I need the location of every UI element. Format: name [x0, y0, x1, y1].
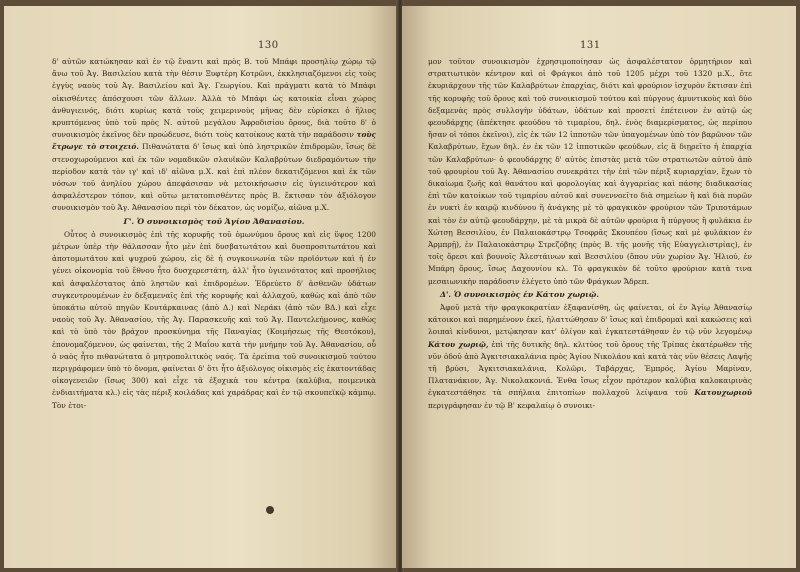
page-number-left: 130 [258, 40, 279, 51]
left-paragraph-1-start: δ' αὐτῶν κατώκησαν καὶ ἐν τῷ ἔναντι καὶ πρὸς Β. τοῦ Μπάφι προσηλίῳ χώρῳ τῷ ἄνω τοῦ Ἀγ. Βασιλείου κατὰ τὴν θέσιν Ξυφτέρη Κοτρῶνι, ἐκκλησιαζόμενοι εἰς τοὺς ἐγγὺς ναοὺς τοῦ Ἀγ. Βασιλείου καὶ Ἀγ. Γεωργίου. Καὶ πράγματι κατὰ τὸ Μπάφι οἰκισθέντες ἀπόσχουσι τῶν ἄλλων. Ἀλλὰ τὸ Μπάφι ὡς κατοικία εἶναι χώρος ἀνθυγιεινός, διότι κυρίως κατὰ τοὺς χειμερινοὺς μῆνας δὲν εὑρίσκει ὁ ἥλιος κρυπτόμενος ὑπὸ τοῦ πρὸς Ν. αὐτοῦ μεγάλου Ἀφροδισίου ὄρους, διὰ τοῦτο δ' ὁ συνοικισμὸς ἐκεῖνος δὲν προώδευσε, διότι τοὺς κατοίκους κατὰ τὴν παράδοσιν [52, 57, 376, 140]
left-page-text [52, 56, 376, 412]
right-italic-phrase: Κάτου χωριῷ, [428, 339, 489, 349]
right-paragraph-2-tail: περιγράφησαν ἐν τῷ Β' κεφαλαίῳ ὁ συνοικι- [428, 400, 596, 410]
right-section-heading: Δ'. Ὁ συνοικισμὸς ἐν Κάτου χωριῷ. [440, 289, 600, 299]
right-paragraph-2-start: Ἀφοῦ μετὰ τὴν φραγκοκρατίαν ἐξαφανίσθη, ὡς φαίνεται, οἱ ἐν Ἀγίῳ Ἀθανασίῳ κάτοικοι καὶ παρημένονν ἐκεῖ, ἠλαττώθησαν δ' ἴσως καὶ ἐπιδρομαὶ καὶ κακώσεις καὶ λοιπαὶ κίνδυνοι, μετῴκησαν κατ' ὀλίγον καὶ ἐγκατεστάθησαν ἐν τῷ νῦν λεγομένῳ [428, 303, 752, 337]
left-paragraph-1 [52, 56, 376, 215]
right-paragraph-1: μον τοῦτον συνοικισμὸν ἐχρησιμοποίησαν ὡς ἀσφαλέστατον ὁρμητήριον καὶ στρατιωτικὸν κέντρον καὶ οἱ Φράγκοι ἀπὸ τοῦ 1205 μέχρι τοῦ 1320 μ.Χ., ὅτε ἐκυριάρχουν τῆς τῶν Καλαβρύτων ἐπαρχίας, διότι καὶ φρούριον ἰσχυρὸν ἔκτισαν ἐπὶ τῆς κορυφῆς τοῦ ὄρους καὶ τοῦ συνοικισμοῦ τούτου καὶ πύργους ἀμυντικοὺς καὶ δύο δεξαμενὰς πρὸς συλλογὴν ὑδάτων, ὑδάτων καὶ προσετί ἐπέτεινον ἐν αὐτῷ ὡς φεουδάρχης (ἀπέκτησε φεούδου τὸ τιμαρίου, δηλ. ἑνὸς διαμερίσματος, ὡς περίπου ἤσαν οἱ τόποι ἐκεῖνοι), εἰς ἐκ τῶν 12 ἱπποτῶν τῶν ὑπαγομένων ὑπὸ τὸν βαρῶνον τῶν Καλαβρύτων, ἔχων δηλ. ἐν ἐκ τῶν 12 ἱπποτικῶν φεούδων, εἰς ἃ διῃρεῖτο ἡ ἐπαρχία τῶν Καλαβρύτων· ὁ φεουδάρχης δ' αὐτὸς ἐπιστὰς μετὰ τῶν στρατιωτῶν αὐτοῦ ἀπὸ τοῦ φρουρίου τοῦ Ἀγ. Ἀθανασίου συνεκράτει τὴν ἐπὶ τῶν πέριξ κυριαρχίαν, ἔχων τὸ δικαίωμα ζωῆς καὶ θανάτου καὶ φορολογίας καὶ ἀγγαρείας καὶ πάσης διαδικασίας ἐπὶ τῶν κατοίκων τοῦ τιμαρίου αὐτοῦ καὶ συνεννοεῖτο διὰ σημείων ἢ καὶ διὰ πυρῶν ἐν νυκτὶ ἐν καιρῷ κινδύνου ἢ ἀνάγκης μὲ τὸ φραγκικὸν φρούριον τῶν Τριποτάμων καὶ τὸν ἐν αὐτῷ φεουδάρχην, μὲ τὰ μικρὰ δὲ αὐτῶν φρούρια ἢ πύργους ἢ φυλάκια ἐν Χώτσῃ Βεσσιλίου, ἐν Παλαιοκάστρῳ Τσοφρᾶς Σκουπέου (ἴσως καὶ μὲ φυλάκιον ἐν Ἁρμπρῇ), ἐν Παλαιοκάστρῳ Στρεζόβης (πρὸς Β. τῆς μονῆς τῆς Εὐαγγελιστρίας), ἐν τοῖς ὄρεσι καὶ βουνοῖς Ἀλεστάινων καὶ Βεσσιλίου (ὅπου νῦν χωρίον Ἀγ. Ἠλιού, ἐν Μπάρη ὄρους, ἴσως Δαχουνίου κλ. Τὸ φραγκικὸν δὲ τοῦτο φρούριον κατὰ τινα μεσαιωνικὴν παράδοσιν ἐλέγετο ὑπὸ τῶν Φράγκων Ἄδρεπ. [428, 57, 752, 286]
page-number-right: 131 [580, 40, 601, 51]
right-italic-phrase-2: Κατουχωριοῦ [694, 388, 752, 398]
left-section-heading: Γ'. Ὁ συνοικισμὸς τοῦ Ἁγίου Ἀθανασίου. [123, 216, 305, 226]
left-page [4, 6, 398, 568]
right-paragraph-2 [428, 302, 752, 412]
right-page [402, 6, 796, 568]
right-page-text [428, 56, 752, 412]
right-paragraph-2-end: ἐπὶ τῆς δυτικῆς δηλ. κλιτύος τοῦ ὄρους τῆς Τρίπας ἑκατέρωθεν τῆς νῦν ὁδοῦ ἀπὸ Ἀγκιτσιακαλάνια πρὸς Ἁγίου Νικολάου καὶ κατὰ τὰς νῦν θέσεις Λαψῆς τῆ βρύσι, Ἀγκιτσιακαλάνια, Κολῶρι, Ταβάρχας, Ἐμπρός, Ἁγίου Μαρίναν, Πλατανάκιον, Ἀγ. Νικολακονιά. Ἐνθα ἴσως εἶχον πρότερον καλύβια καλοκαιρινὰς ἐγκατεστάθησε τὰ σπήλαια ἐπιτοπίων πολλαχοῦ λείψανα τοῦ [428, 339, 752, 398]
ink-spot [266, 506, 274, 514]
left-paragraph-2: Οὗτος ὁ συνοικισμὸς ἐπὶ τῆς κορυφῆς τοῦ ὁμωνύμου ὄρους καὶ εἰς ὕψος 1200 μέτρων ὑπὲρ τὴν θάλασσαν ἦτο μὲν ἐπὶ δυσβατωτάτου καὶ δυσπροσιτωτάτου καὶ ἀποτομωτάτου καὶ ψυχροῦ χώρου, εἰς δὲ ἡ συγκοινωνία τῶν προϊόντων καὶ ἡ ἐν γένει οἰκονομία τοῦ ἔθνου ἦτο δυσχερεστάτη, ἀλλ' ἦτο ὑγιεινότατος καὶ προσήλιος καὶ ἀσφαλέστατος ἀπὸ ληστῶν καὶ ἐπιδρομέων. Ἐδρεύετο δ' ἀσθενῶν ὑδάτων συγκεντρουμένων ἐν δεξαμεναῖς ἐπὶ τῆς κορυφῆς καὶ ἀλλαχοῦ, καθὼς καὶ ἀπὸ τῶν ὑποκάτω αὐτοῦ πηγῶν Κουτάρκαινας (ἀπὸ Δ.) καὶ Νεράκι (ἀπὸ τῶν ΒΔ.) καὶ εἶχε ναοὺς τοῦ Ἀγ. Ἀθανασίου, τῆς Ἀγ. Παρασκευῆς καὶ τοῦ Ἀγ. Παντελεήμονος, καθὼς καὶ τὸ ὑπὸ τὸν βράχον προσκύνημα τῆς Παναγίας (Κοιμήσεως τῆς Θεοτόκου), ἐπονομαζόμενον, ὡς φαίνεται, τῆς 2 Μαΐου κατὰ τὴν μνήμην τοῦ Ἀγ. Ἀθανασίου, οὗ ὁ ναὸς ἦτο πιθανώτατα ὁ μητροπολιτικὸς ναός. Τὰ ἐρείπια τοῦ συνοικισμοῦ τούτου περιγράφομεν ὑπὸ τὸ ὄνομα, φαίνεται δ' ὅτι ἦτο ἀξιόλογος οἰκισμὸς εἰς ἑκατοντάδας οἰκογενειῶν (ἴσως 300) καὶ εἶχε τὰ ἐξοχικὰ του κέντρα (καλύβια, ποιμενικὰ ἐνδιαιτήματα κλ.) εἰς τὰς πέριξ κοιλάδας καὶ χαράδρας καὶ ἐν τῷ σκουπεϊκῷ κάμπῳ. Τὸν ἑτοι- [52, 229, 376, 410]
left-paragraph-1-end: Πιθανώτατα δ' ἴσως καὶ ὑπὸ ληστρικῶν ἐπιδρομῶν, ἴσως δὲ στενοχωρούμενοι καὶ ἐκ τῶν νομαδικῶν σλαυϊκῶν Καλαβρύτων διεδραμόντων τὴν περίοδον κατὰ τὸν ιγ' καὶ ιδ' αἰῶνα μ.Χ. καὶ ἐπὶ πλέον δεκατιζόμενοι καὶ ἐκ τῶν νόσων τοῦ ἀνηλίου χώρου ἀπεφάσισαν νὰ μετοικήσωσιν εἰς ὑγιεινότερον καὶ ἀσφαλέστερον τόπον, καὶ οὕτω μετατοπισθέντες πρὸς Β. ἔκτισαν τὸν ἀξιόλογον συνοικισμὸν τοῦ Ἀγ. Ἀθανασίου περὶ τὸν δέκατον, ὡς νομίζω, αἰῶνα μ.Χ. [52, 142, 376, 213]
left-italic-phrase: τοὺς ἔτρωγε τὸ στοιχειό. [52, 130, 376, 152]
